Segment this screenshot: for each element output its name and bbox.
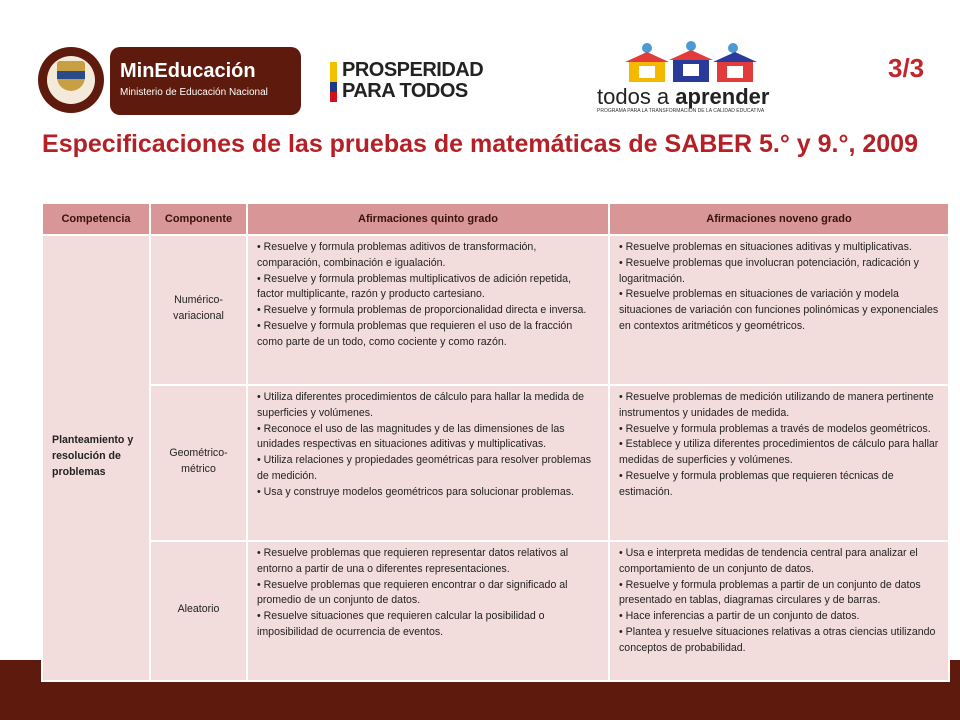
list-item: • Resuelve situaciones que requieren calcular la posibilidad o imposibilidad de ocurrencia de eventos. xyxy=(257,610,545,638)
colombia-seal-logo xyxy=(38,47,104,113)
list-item: • Resuelve y formula problemas aditivos de transformación, comparación, combinación e igualación. xyxy=(257,241,537,269)
seal-band xyxy=(57,71,85,79)
list-item: • Utiliza relaciones y propiedades geométricas para resolver problemas de medición. xyxy=(257,454,592,482)
list-item: • Resuelve problemas que requieren representar datos relativos al entorno a partir de una o diferentes representaciones. xyxy=(257,547,569,575)
todos-a-aprender-tagline: PROGRAMA PARA LA TRANSFORMACIÓN DE LA CALIDAD EDUCATIVA xyxy=(597,108,765,114)
page-title: Especificaciones de las pruebas de matemáticas de SABER 5.° y 9.°, 2009 xyxy=(42,130,918,158)
quinto-cell xyxy=(247,235,609,385)
componente-cell: Numérico-variacional xyxy=(150,235,247,385)
table-header-row xyxy=(42,203,949,235)
quinto-cell xyxy=(247,541,609,681)
specifications-table xyxy=(41,202,950,682)
header-competencia: Competencia xyxy=(42,203,150,235)
list-item: • Usa y construye modelos geométricos para solucionar problemas. xyxy=(257,485,574,498)
table-row xyxy=(42,385,949,541)
table-row xyxy=(42,235,949,385)
list-item: • Resuelve y formula problemas multiplicativos de adición repetida, factor multiplicante, razón y producto cartesiano. xyxy=(257,272,572,301)
list-item: • Resuelve y formula problemas a partir de un conjunto de datos presentado en tablas, diagramas circulares y de barras. xyxy=(619,578,921,607)
header-afirmaciones-noveno: Afirmaciones noveno grado xyxy=(609,203,949,235)
list-item: • Hace inferencias a partir de un conjunto de datos. xyxy=(619,610,860,623)
noveno-cell xyxy=(609,385,949,541)
list-item: • Resuelve problemas que requieren encontrar o dar significado al promedio de un conjunto de datos. xyxy=(257,578,568,607)
noveno-cell xyxy=(609,541,949,681)
list-item: • Resuelve problemas de medición utilizando de manera pertinente instrumentos y unidades de medida. xyxy=(619,391,934,419)
header-afirmaciones-quinto: Afirmaciones quinto grado xyxy=(247,203,609,235)
list-item: • Resuelve y formula problemas que requieren el uso de la fracción como parte de un todo, como cociente y como razón. xyxy=(257,319,573,348)
flag-icon xyxy=(330,62,337,102)
list-item: • Utiliza diferentes procedimientos de cálculo para hallar la medida de superficies y volúmenes. xyxy=(257,391,584,419)
tap-word-plain: todos a xyxy=(597,84,676,109)
list-item: • Resuelve y formula problemas que requieren técnicas de estimación. xyxy=(619,469,894,498)
competencia-cell: Planteamiento y resolución de problemas xyxy=(42,235,150,681)
prosperidad-line2: PARA TODOS xyxy=(342,80,468,102)
componente-cell: Aleatorio xyxy=(150,541,247,681)
mineducacion-logo xyxy=(110,47,301,115)
mineducacion-subtitle: Ministerio de Educación Nacional xyxy=(120,87,268,98)
list-item: • Resuelve problemas en situaciones de variación y modela situaciones de variación con funciones polinómicas y exponenciales en contextos aritméticos y geométricos. xyxy=(619,288,939,332)
prosperidad-logo xyxy=(330,59,500,102)
list-item: • Resuelve y formula problemas a través de modelos geométricos. xyxy=(619,422,931,435)
quinto-cell xyxy=(247,385,609,541)
noveno-cell xyxy=(609,235,949,385)
list-item: • Establece y utiliza diferentes procedimientos de cálculo para hallar medidas de superficies y volúmenes. xyxy=(619,438,939,467)
list-item: • Plantea y resuelve situaciones relativas a otras ciencias utilizando conceptos de probabilidad. xyxy=(619,625,936,654)
houses-icon xyxy=(595,40,795,84)
header-componente: Componente xyxy=(150,203,247,235)
prosperidad-line1: PROSPERIDAD xyxy=(342,59,484,81)
table-row xyxy=(42,541,949,681)
list-item: • Resuelve problemas en situaciones aditivas y multiplicativas. xyxy=(619,241,912,253)
list-item: • Resuelve y formula problemas de proporcionalidad directa e inversa. xyxy=(257,304,587,317)
todos-a-aprender-text xyxy=(597,84,769,110)
tap-word-bold: aprender xyxy=(675,84,770,109)
page-indicator: 3/3 xyxy=(888,53,925,83)
mineducacion-title: MinEducación xyxy=(120,60,256,82)
todos-a-aprender-logo xyxy=(595,40,795,120)
list-item: • Reconoce el uso de las magnitudes y de las dimensiones de las unidades respectivas en situaciones aditivas y multiplicativas. xyxy=(257,422,565,451)
prosperidad-text xyxy=(342,60,483,102)
list-item: • Usa e interpreta medidas de tendencia central para analizar el comportamiento de un conjunto de datos. xyxy=(619,547,918,575)
componente-cell: Geométrico-métrico xyxy=(150,385,247,541)
list-item: • Resuelve problemas que involucran potenciación, radicación y logaritmación. xyxy=(619,256,919,285)
